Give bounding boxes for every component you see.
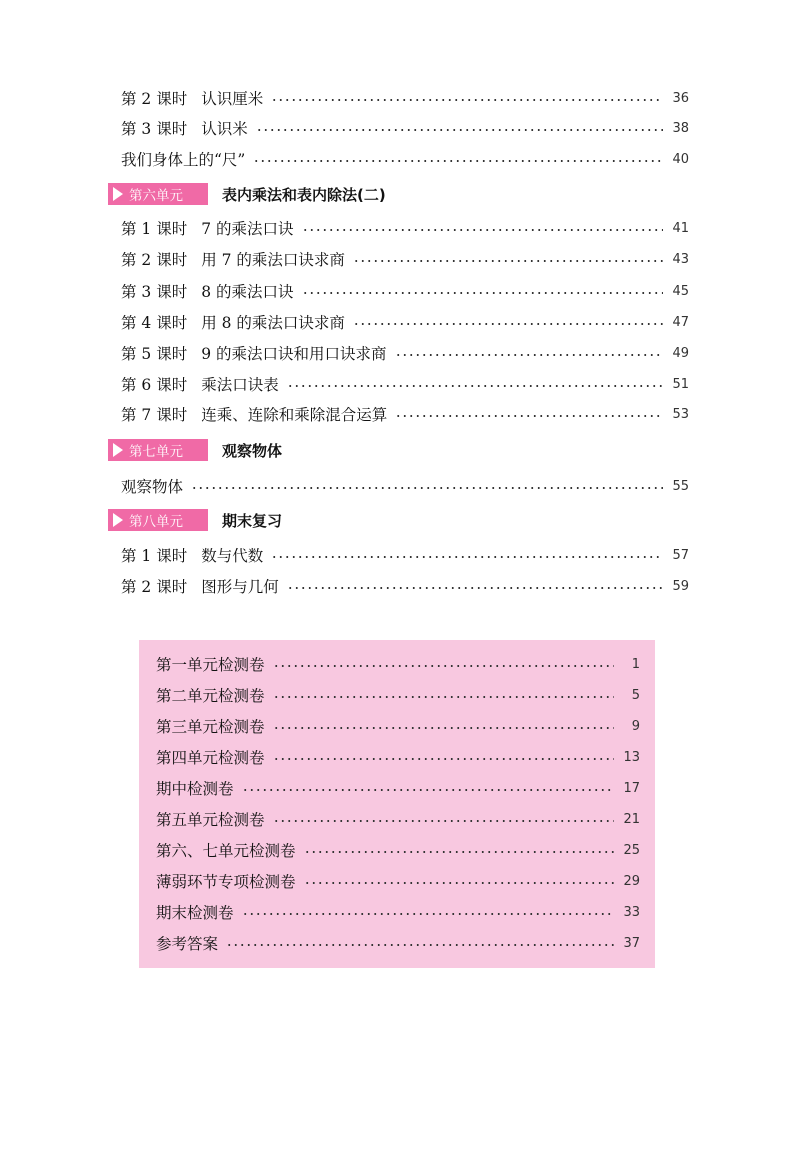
lesson-title: 认识米: [201, 120, 248, 138]
test-row[interactable]: [156, 900, 640, 924]
lesson-number: 第 3 课时: [121, 283, 188, 301]
page-number: 38: [672, 120, 689, 136]
lesson-title: 用 7 的乘法口诀求商: [201, 251, 345, 269]
toc-row[interactable]: [121, 402, 689, 426]
play-arrow-icon: [113, 187, 123, 201]
lesson-number: 第 1 课时: [121, 547, 188, 565]
unit-heading-7[interactable]: [108, 439, 282, 461]
lesson-title: 用 8 的乘法口诀求商: [201, 314, 345, 332]
lesson-number: 第 4 课时: [121, 314, 188, 332]
leader-dots: [395, 415, 663, 417]
leader-dots: [253, 160, 663, 162]
page-number: 49: [672, 345, 689, 361]
leader-dots: [273, 696, 614, 698]
lesson-number: 第 1 课时: [121, 220, 188, 238]
toc-row[interactable]: [121, 279, 689, 303]
page-number: 40: [672, 151, 689, 167]
test-row[interactable]: [156, 683, 640, 707]
page-number: 55: [672, 478, 689, 494]
leader-dots: [271, 556, 663, 558]
leader-dots: [256, 129, 663, 131]
unit-badge-label: 第七单元: [129, 444, 183, 460]
toc-row[interactable]: [121, 574, 689, 598]
leader-dots: [273, 727, 614, 729]
leader-dots: [273, 758, 614, 760]
unit-badge: [108, 183, 208, 205]
toc-row[interactable]: [121, 372, 689, 396]
page-number: 33: [623, 904, 640, 920]
test-title: 薄弱环节专项检测卷: [156, 873, 296, 891]
page-number: 53: [672, 406, 689, 422]
test-title: 参考答案: [156, 935, 219, 953]
toc-row[interactable]: [121, 543, 689, 567]
page-number: 57: [672, 547, 689, 563]
unit-title: 表内乘法和表内除法(二): [222, 185, 386, 204]
page-number: 47: [672, 314, 689, 330]
unit-badge-label: 第八单元: [129, 514, 183, 530]
toc-row[interactable]: [121, 116, 689, 140]
test-row[interactable]: [156, 807, 640, 831]
lesson-number: 第 2 课时: [121, 578, 188, 596]
page-number: 1: [631, 656, 640, 672]
lesson-title: 7 的乘法口诀: [201, 220, 294, 238]
test-title: 第二单元检测卷: [156, 687, 265, 705]
page-number: 21: [623, 811, 640, 827]
lesson-number: 第 5 课时: [121, 345, 188, 363]
toc-row[interactable]: [121, 341, 689, 365]
toc-row[interactable]: [121, 86, 689, 110]
lesson-title: 我们身体上的“尺”: [121, 151, 246, 169]
leader-dots: [395, 354, 663, 356]
leader-dots: [304, 882, 614, 884]
leader-dots: [242, 913, 614, 915]
page-number: 36: [672, 90, 689, 106]
unit-heading-8[interactable]: [108, 509, 282, 531]
leader-dots: [302, 229, 663, 231]
lesson-title: 认识厘米: [201, 90, 264, 108]
toc-row[interactable]: [121, 147, 689, 171]
lesson-title: 观察物体: [121, 478, 184, 496]
leader-dots: [353, 260, 663, 262]
play-arrow-icon: [113, 443, 123, 457]
page-number: 5: [631, 687, 640, 703]
unit-title: 期末复习: [222, 511, 283, 530]
lesson-title: 数与代数: [201, 547, 264, 565]
leader-dots: [271, 99, 663, 101]
page-number: 45: [672, 283, 689, 299]
leader-dots: [273, 665, 614, 667]
page-number: 59: [672, 578, 689, 594]
lesson-title: 图形与几何: [201, 578, 279, 596]
test-row[interactable]: [156, 745, 640, 769]
test-title: 第三单元检测卷: [156, 718, 265, 736]
page-number: 29: [623, 873, 640, 889]
toc-row[interactable]: [121, 247, 689, 271]
page-number: 25: [623, 842, 640, 858]
unit-badge-label: 第六单元: [129, 188, 183, 204]
test-row[interactable]: [156, 714, 640, 738]
lesson-number: 第 3 课时: [121, 120, 188, 138]
lesson-number: 第 2 课时: [121, 90, 188, 108]
test-title: 第五单元检测卷: [156, 811, 265, 829]
leader-dots: [287, 587, 663, 589]
lesson-number: 第 7 课时: [121, 406, 188, 424]
leader-dots: [353, 323, 663, 325]
leader-dots: [273, 820, 614, 822]
lesson-title: 乘法口诀表: [201, 376, 279, 394]
leader-dots: [302, 292, 663, 294]
unit-badge: [108, 439, 208, 461]
toc-row[interactable]: [121, 216, 689, 240]
lesson-title: 9 的乘法口诀和用口诀求商: [201, 345, 387, 363]
test-papers-panel: [139, 640, 655, 968]
unit-badge: [108, 509, 208, 531]
test-title: 第一单元检测卷: [156, 656, 265, 674]
play-arrow-icon: [113, 513, 123, 527]
test-title: 期末检测卷: [156, 904, 234, 922]
test-title: 期中检测卷: [156, 780, 234, 798]
leader-dots: [191, 487, 663, 489]
leader-dots: [287, 385, 663, 387]
toc-row[interactable]: [121, 474, 689, 498]
leader-dots: [226, 944, 614, 946]
page-number: 51: [672, 376, 689, 392]
page-number: 9: [631, 718, 640, 734]
lesson-title: 连乘、连除和乘除混合运算: [201, 406, 388, 424]
test-title: 第四单元检测卷: [156, 749, 265, 767]
test-row[interactable]: [156, 838, 640, 862]
page-number: 43: [672, 251, 689, 267]
page-number: 41: [672, 220, 689, 236]
leader-dots: [242, 789, 614, 791]
page-number: 17: [623, 780, 640, 796]
test-row[interactable]: [156, 869, 640, 893]
unit-heading-6[interactable]: [108, 183, 386, 205]
test-row[interactable]: [156, 776, 640, 800]
leader-dots: [304, 851, 614, 853]
page-number: 37: [623, 935, 640, 951]
unit-title: 观察物体: [222, 441, 283, 460]
lesson-number: 第 2 课时: [121, 251, 188, 269]
lesson-title: 8 的乘法口诀: [201, 283, 294, 301]
test-row[interactable]: [156, 652, 640, 676]
page-number: 13: [623, 749, 640, 765]
lesson-number: 第 6 课时: [121, 376, 188, 394]
test-row[interactable]: [156, 931, 640, 955]
test-title: 第六、七单元检测卷: [156, 842, 296, 860]
toc-row[interactable]: [121, 310, 689, 334]
